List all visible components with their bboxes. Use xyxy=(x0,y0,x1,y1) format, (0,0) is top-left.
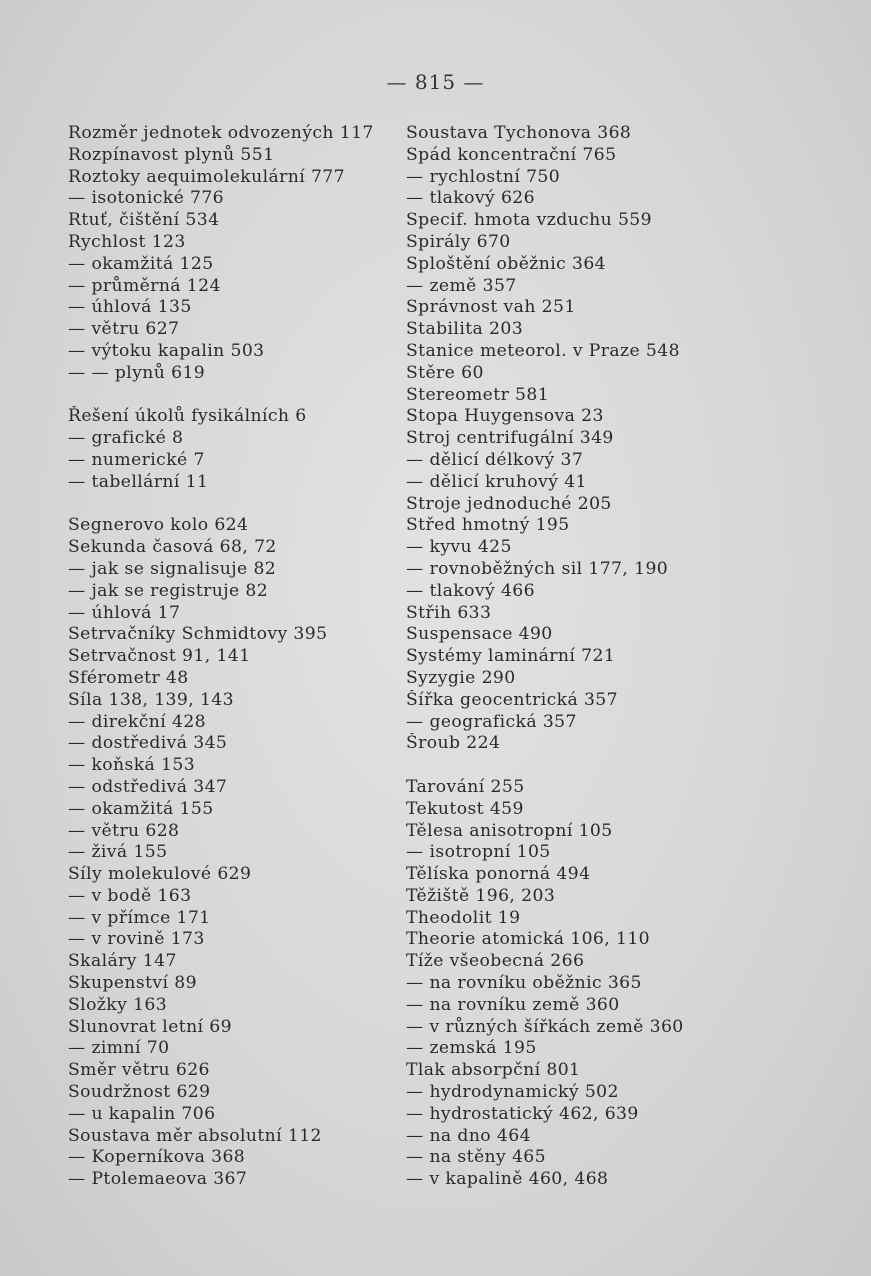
index-entry: — odstředivá 347 xyxy=(68,776,228,797)
index-entry: Stabilita 203 xyxy=(406,319,524,340)
index-entry: Tlak absorpční 801 xyxy=(406,1060,581,1081)
index-entry: Řešení úkolů fysikálních 6 xyxy=(68,406,307,427)
index-entry: Stopa Huygensova 23 xyxy=(406,406,604,427)
index-entry: — tabellární 11 xyxy=(68,471,209,492)
index-entry: — — plynů 619 xyxy=(68,362,206,383)
index-entry: — geografická 357 xyxy=(406,711,577,732)
index-entry: Sploštění oběžnic 364 xyxy=(406,253,606,274)
index-entry: — tlakový 626 xyxy=(406,188,535,209)
index-column-right xyxy=(406,123,866,1191)
index-entry: — direkční 428 xyxy=(68,711,207,732)
index-entry: — v bodě 163 xyxy=(68,885,192,906)
index-entry: Stroje jednoduché 205 xyxy=(406,493,612,514)
index-entry: Soustava Tychonova 368 xyxy=(406,123,632,143)
index-entry: Rozměr jednotek odvozených 117 xyxy=(68,123,374,143)
index-entry: Sekunda časová 68, 72 xyxy=(68,537,277,558)
index-entry: Rozpínavost plynů 551 xyxy=(68,144,275,165)
index-entry: — na dno 464 xyxy=(406,1125,531,1146)
index-entry: — dělicí kruhový 41 xyxy=(406,471,587,492)
index-entry: — země 357 xyxy=(406,275,517,296)
page-number: — 815 — xyxy=(386,70,485,94)
index-entry: Stereometr 581 xyxy=(406,384,550,405)
index-entry: — průměrná 124 xyxy=(68,275,221,296)
index-entry: Segnerovo kolo 624 xyxy=(68,515,249,536)
index-entry: — hydrodynamický 502 xyxy=(406,1082,619,1103)
index-entry: — úhlová 135 xyxy=(68,297,192,318)
index-entry: — isotropní 105 xyxy=(406,842,551,863)
index-entry: Stroj centrifugální 349 xyxy=(406,428,614,449)
index-column-left xyxy=(68,123,403,1191)
index-entry: — dělicí délkový 37 xyxy=(406,449,584,470)
index-entry: Skupenství 89 xyxy=(68,973,197,994)
index-entry: — větru 628 xyxy=(68,820,180,841)
index-entry: Rychlost 123 xyxy=(68,231,186,252)
index-section-rr xyxy=(68,406,403,493)
index-entry: — v rovině 173 xyxy=(68,929,205,950)
index-entry: — větru 627 xyxy=(68,319,180,340)
index-entry: Syzygie 290 xyxy=(406,667,516,688)
index-entry: — na rovníku země 360 xyxy=(406,994,620,1015)
index-entry: Tarování 255 xyxy=(406,776,525,797)
index-entry: — okamžitá 125 xyxy=(68,253,214,274)
index-entry: — v přímce 171 xyxy=(68,907,211,928)
index-entry: — koňská 153 xyxy=(68,755,196,776)
index-entry: Stěre 60 xyxy=(406,362,484,383)
index-entry: Roztoky aequimolekulární 777 xyxy=(68,166,345,187)
index-entry: Rtuť, čištění 534 xyxy=(68,210,220,231)
index-entry: Šířka geocentrická 357 xyxy=(406,689,618,710)
index-entry: Síly molekulové 629 xyxy=(68,864,252,885)
index-entry: Soudržnost 629 xyxy=(68,1082,211,1103)
index-entry: Sférometr 48 xyxy=(68,667,189,688)
index-entry: — grafické 8 xyxy=(68,428,184,449)
index-entry: Těžiště 196, 203 xyxy=(406,885,556,906)
index-entry: Tělíska ponorná 494 xyxy=(406,864,591,885)
index-entry: — Ptolemaeova 367 xyxy=(68,1169,248,1190)
index-entry: Střih 633 xyxy=(406,602,492,623)
index-entry: Theodolit 19 xyxy=(406,907,521,928)
index-entry: — zimní 70 xyxy=(68,1038,170,1059)
index-entry: Spád koncentrační 765 xyxy=(406,144,617,165)
index-entry: — rychlostní 750 xyxy=(406,166,561,187)
index-entry: — na rovníku oběžnic 365 xyxy=(406,973,642,994)
index-section-s-left xyxy=(68,515,403,1191)
index-entry: Specif. hmota vzduchu 559 xyxy=(406,210,652,231)
index-entry: — okamžitá 155 xyxy=(68,798,214,819)
index-entry: Střed hmotný 195 xyxy=(406,515,570,536)
index-entry: Tekutost 459 xyxy=(406,798,524,819)
index-entry: — na stěny 465 xyxy=(406,1147,546,1168)
index-entry: Systémy laminární 721 xyxy=(406,646,616,667)
index-entry: — v různých šířkách země 360 xyxy=(406,1016,684,1037)
index-entry: Síla 138, 139, 143 xyxy=(68,689,234,710)
index-entry: — dostředivá 345 xyxy=(68,733,228,754)
index-entry: — zemská 195 xyxy=(406,1038,537,1059)
index-section-r xyxy=(68,123,403,385)
index-entry: Soustava měr absolutní 112 xyxy=(68,1125,322,1146)
index-entry: Správnost vah 251 xyxy=(406,297,576,318)
index-entry: — hydrostatický 462, 639 xyxy=(406,1103,639,1124)
index-entry: Setrvačnost 91, 141 xyxy=(68,646,251,667)
index-entry: — jak se registruje 82 xyxy=(68,580,269,601)
index-entry: Tělesa anisotropní 105 xyxy=(406,820,613,841)
index-entry: — isotonické 776 xyxy=(68,188,225,209)
index-entry: — rovnoběžných sil 177, 190 xyxy=(406,558,669,579)
index-entry: — živá 155 xyxy=(68,842,168,863)
index-entry: — úhlová 17 xyxy=(68,602,181,623)
index-entry: Setrvačníky Schmidtovy 395 xyxy=(68,624,328,645)
index-entry: — u kapalin 706 xyxy=(68,1103,216,1124)
index-entry: — jak se signalisuje 82 xyxy=(68,558,277,579)
index-entry: — výtoku kapalin 503 xyxy=(68,340,265,361)
index-entry: Skaláry 147 xyxy=(68,951,177,972)
index-entry: — kyvu 425 xyxy=(406,537,512,558)
index-section-s-right xyxy=(406,123,866,755)
index-entry: — tlakový 466 xyxy=(406,580,535,601)
index-entry: Šroub 224 xyxy=(406,733,501,754)
index-entry: — v kapalině 460, 468 xyxy=(406,1169,609,1190)
index-section-t xyxy=(406,777,866,1191)
index-entry: Spirály 670 xyxy=(406,231,511,252)
index-entry: Stanice meteorol. v Praze 548 xyxy=(406,340,680,361)
index-entry: — numerické 7 xyxy=(68,449,205,470)
index-entry: Tíže všeobecná 266 xyxy=(406,951,585,972)
index-entry: — Koperníkova 368 xyxy=(68,1147,246,1168)
index-entry: Směr větru 626 xyxy=(68,1060,210,1081)
index-entry: Složky 163 xyxy=(68,994,168,1015)
index-entry: Slunovrat letní 69 xyxy=(68,1016,232,1037)
index-entry: Theorie atomická 106, 110 xyxy=(406,929,650,950)
index-entry: Suspensace 490 xyxy=(406,624,553,645)
